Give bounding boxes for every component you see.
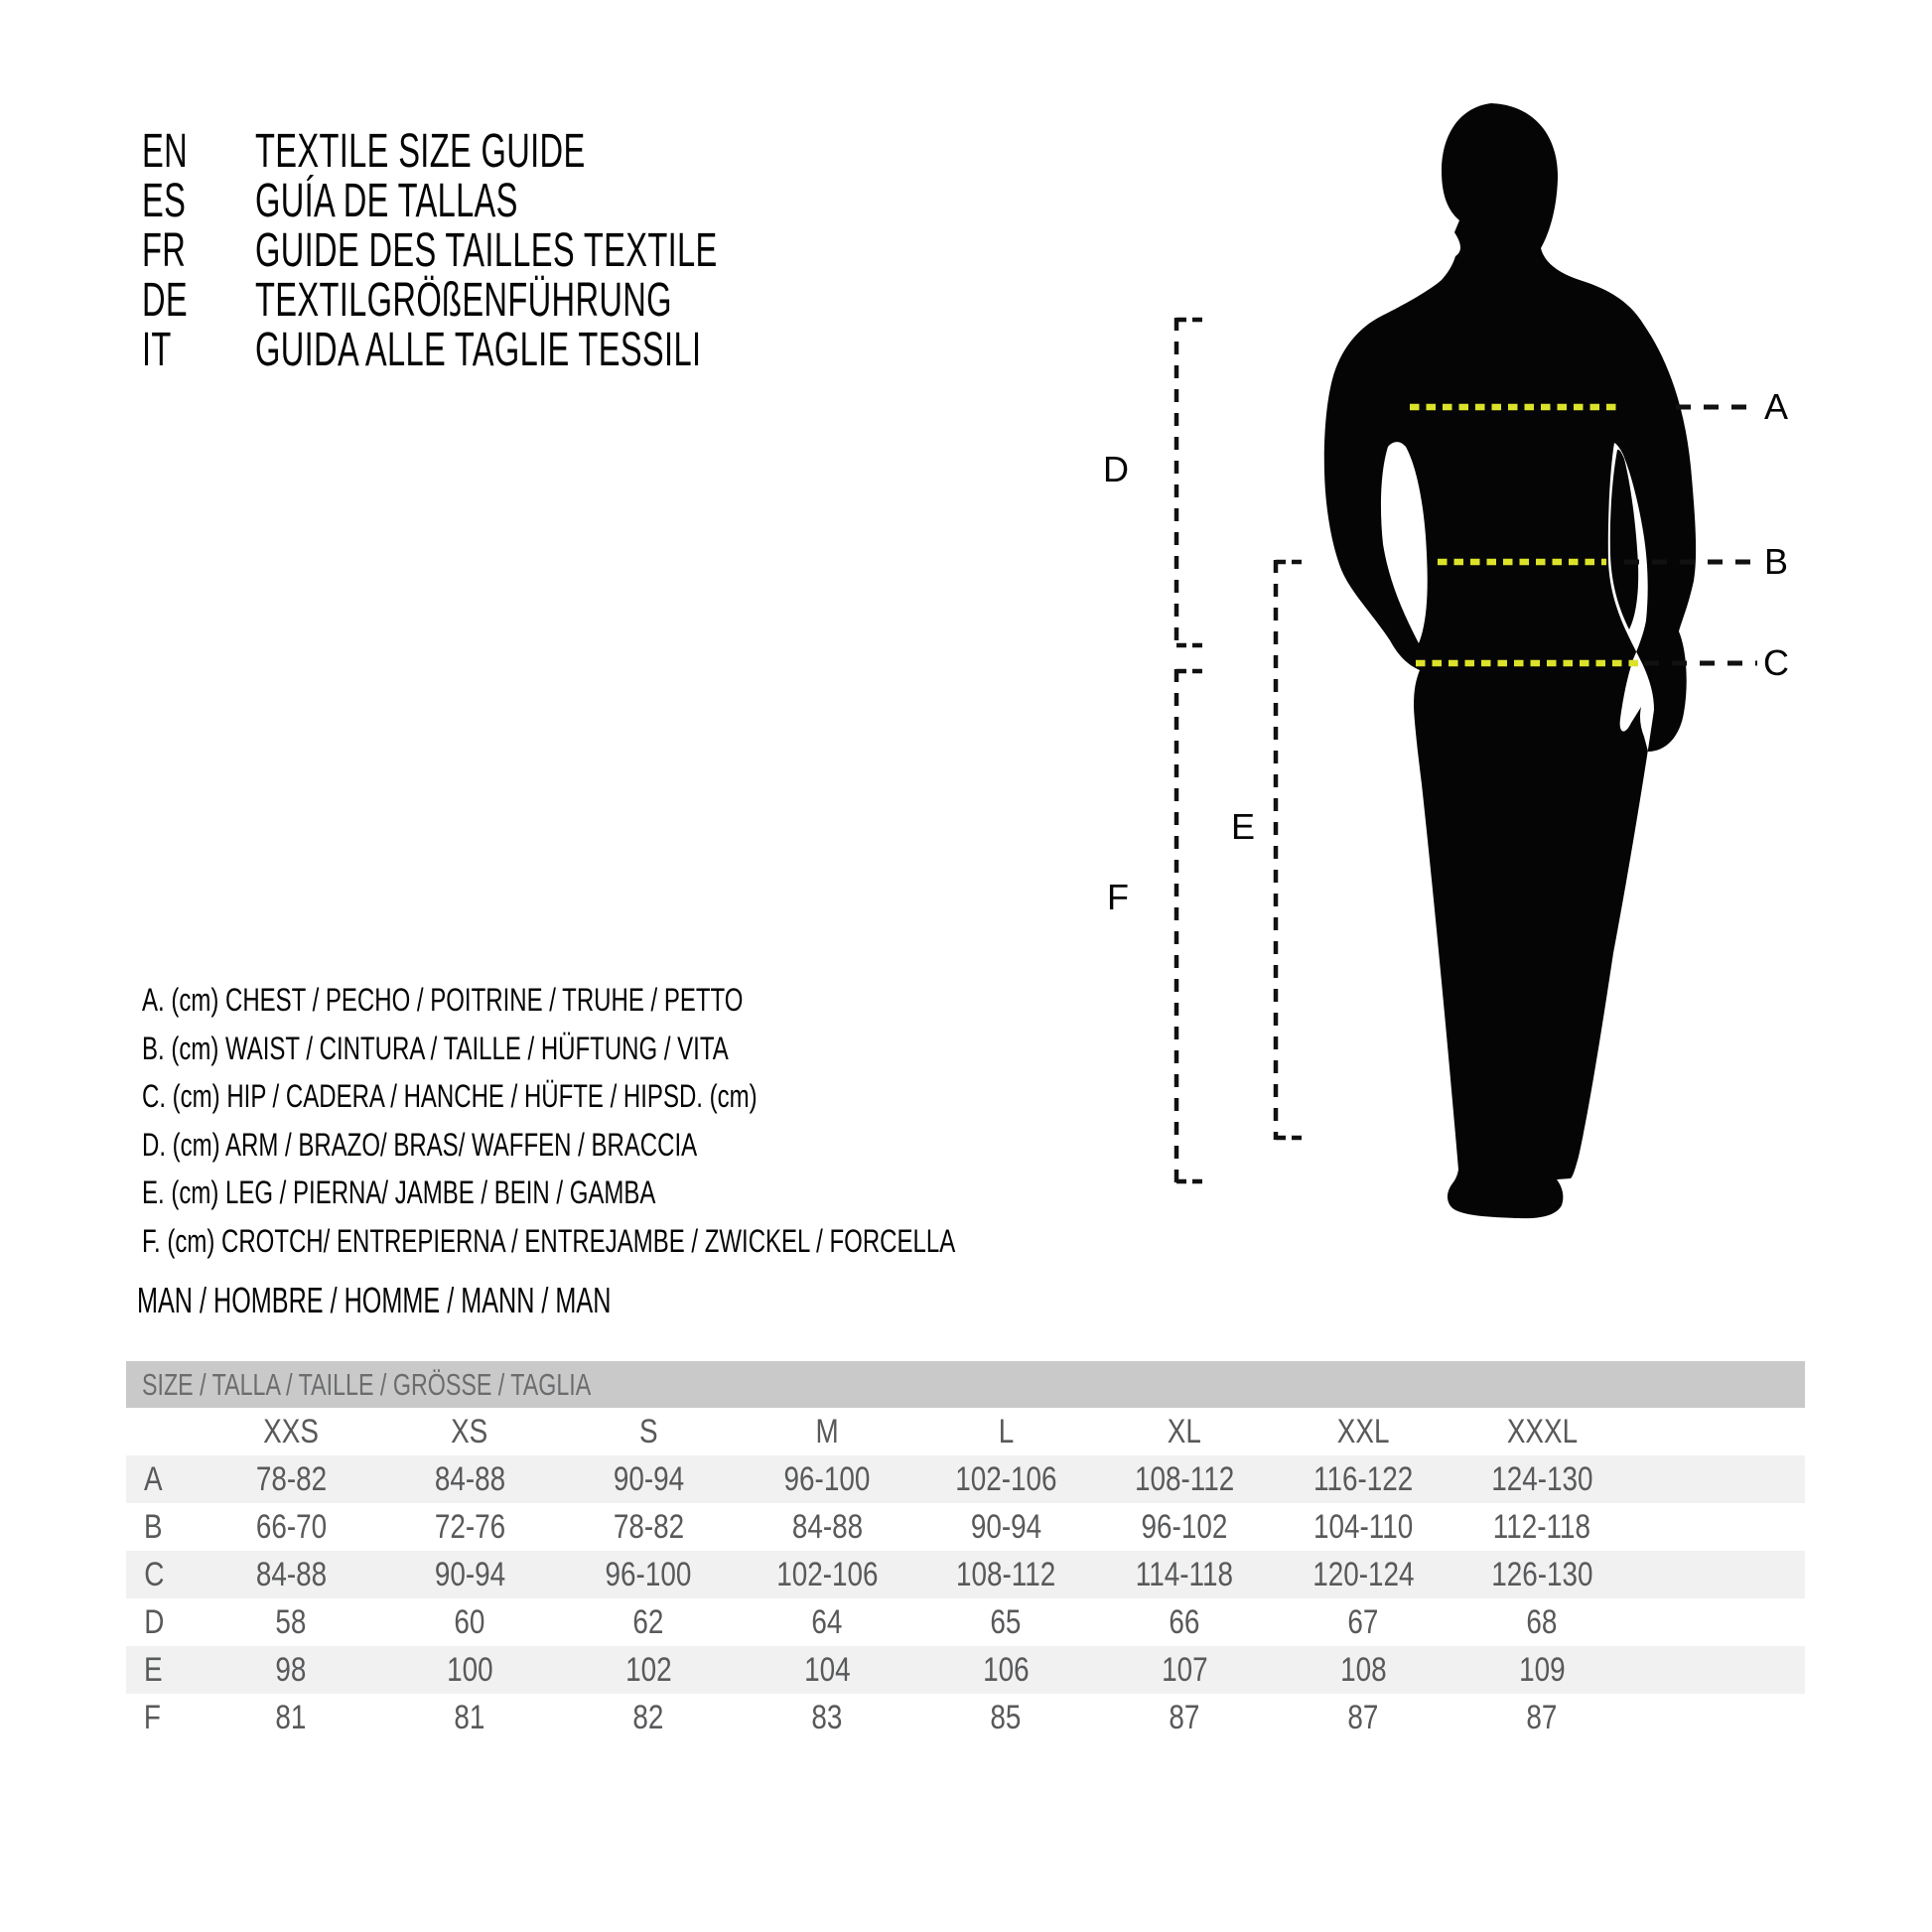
cell-a-xxs: 78-82 (255, 1460, 327, 1498)
marker-crotch-f: F (1107, 877, 1129, 917)
guide-title-en: TEXTILE SIZE GUIDE (255, 125, 586, 178)
marker-waist-b: B (1763, 541, 1788, 582)
cell-a-xs: 84-88 (434, 1460, 505, 1498)
column-s: S (638, 1413, 658, 1450)
row-label-f: F (143, 1699, 161, 1736)
cell-c-l: 108-112 (955, 1556, 1056, 1593)
cell-f-xl: 87 (1169, 1699, 1200, 1736)
cell-d-s: 62 (632, 1603, 664, 1641)
cell-e-xxs: 98 (275, 1651, 307, 1689)
table-row-c (126, 1551, 1805, 1598)
cell-b-xxl: 104-110 (1312, 1508, 1414, 1546)
language-code-es: ES (142, 175, 187, 227)
column-xxl: XXL (1336, 1413, 1390, 1450)
cell-a-xl: 108-112 (1134, 1460, 1235, 1498)
language-code-it: IT (142, 324, 172, 376)
measure-desc-arm: D. (cm) ARM / BRAZO/ BRAS/ WAFFEN / BRACCIA (142, 1127, 698, 1163)
guide-title-de: TEXTILGRÖßENFÜHRUNG (255, 274, 672, 327)
cell-a-m: 96-100 (783, 1460, 871, 1498)
man-silhouette (1324, 103, 1696, 1218)
cell-f-xxl: 87 (1347, 1699, 1379, 1736)
cell-f-m: 83 (811, 1699, 843, 1736)
column-xxxl: XXXL (1506, 1413, 1578, 1450)
measure-desc-leg: E. (cm) LEG / PIERNA/ JAMBE / BEIN / GAMBA (142, 1174, 656, 1210)
marker-leg-e: E (1230, 806, 1255, 847)
table-row-f (126, 1694, 1805, 1741)
cell-e-xl: 107 (1161, 1651, 1208, 1689)
cell-a-s: 90-94 (613, 1460, 684, 1498)
cell-e-xxxl: 109 (1518, 1651, 1566, 1689)
cell-f-xxxl: 87 (1526, 1699, 1558, 1736)
table-row-d (126, 1598, 1805, 1646)
table-row-b (126, 1503, 1805, 1551)
guide-title-fr: GUIDE DES TAILLES TEXTILE (255, 224, 718, 277)
cell-b-xs: 72-76 (434, 1508, 505, 1546)
table-row-e (126, 1646, 1805, 1694)
cell-b-m: 84-88 (791, 1508, 863, 1546)
table-row-a (126, 1455, 1805, 1503)
marker-arm-d: D (1103, 449, 1129, 489)
cell-b-xxxl: 112-118 (1492, 1508, 1591, 1546)
size-columns-row (126, 1408, 1805, 1455)
category-man-line: MAN / HOMBRE / HOMME / MANN / MAN (137, 1280, 612, 1320)
size-table-header-bar (126, 1361, 1805, 1408)
cell-f-l: 85 (990, 1699, 1022, 1736)
cell-e-s: 102 (624, 1651, 672, 1689)
language-code-de: DE (142, 274, 189, 327)
cell-a-xxxl: 124-130 (1490, 1460, 1593, 1498)
marker-hip-c: C (1763, 642, 1789, 683)
column-xl: XL (1167, 1413, 1202, 1450)
cell-f-xs: 81 (454, 1699, 485, 1736)
cell-f-s: 82 (632, 1699, 664, 1736)
cell-c-m: 102-106 (775, 1556, 879, 1593)
cell-d-xxs: 58 (275, 1603, 307, 1641)
language-code-en: EN (142, 125, 189, 178)
column-m: M (815, 1413, 839, 1450)
cell-d-xs: 60 (454, 1603, 485, 1641)
guide-title-es: GUÍA DE TALLAS (255, 175, 518, 227)
row-label-a: A (144, 1460, 163, 1498)
cell-c-xxxl: 126-130 (1490, 1556, 1593, 1593)
cell-d-m: 64 (811, 1603, 843, 1641)
cell-d-xxl: 67 (1347, 1603, 1379, 1641)
measure-desc-crotch: F. (cm) CROTCH/ ENTREPIERNA / ENTREJAMBE / ZWICKEL / FORCELLA (142, 1223, 956, 1259)
marker-chest-a: A (1763, 386, 1788, 427)
row-label-c: C (144, 1556, 165, 1593)
cell-e-m: 104 (803, 1651, 851, 1689)
column-xxs: XXS (263, 1413, 319, 1450)
size-table (126, 1361, 1805, 1741)
row-label-d: D (144, 1603, 165, 1641)
cell-c-xs: 90-94 (434, 1556, 505, 1593)
cell-b-xl: 96-102 (1141, 1508, 1228, 1546)
cell-e-xs: 100 (446, 1651, 493, 1689)
column-xs: XS (451, 1413, 488, 1450)
cell-c-s: 96-100 (605, 1556, 692, 1593)
guide-title-it: GUIDA ALLE TAGLIE TESSILI (255, 324, 702, 376)
cell-e-l: 106 (982, 1651, 1030, 1689)
cell-f-xxs: 81 (275, 1699, 307, 1736)
cell-c-xxl: 120-124 (1311, 1556, 1415, 1593)
measure-desc-chest: A. (cm) CHEST / PECHO / POITRINE / TRUHE / PETTO (142, 982, 744, 1018)
cell-c-xxs: 84-88 (255, 1556, 327, 1593)
cell-d-l: 65 (990, 1603, 1022, 1641)
cell-c-xl: 114-118 (1135, 1556, 1234, 1593)
language-code-fr: FR (142, 224, 187, 277)
size-table-header-label: SIZE / TALLA / TAILLE / GRÖSSE / TAGLIA (142, 1367, 592, 1402)
size-columns-spacer (126, 1408, 202, 1455)
cell-a-xxl: 116-122 (1312, 1460, 1414, 1498)
cell-a-l: 102-106 (954, 1460, 1057, 1498)
cell-b-xxs: 66-70 (255, 1508, 327, 1546)
cell-d-xl: 66 (1169, 1603, 1200, 1641)
cell-b-l: 90-94 (970, 1508, 1041, 1546)
cell-b-s: 78-82 (613, 1508, 684, 1546)
column-l: L (998, 1413, 1014, 1450)
measure-desc-hip: C. (cm) HIP / CADERA / HANCHE / HÜFTE / HIPSD. (cm) (142, 1078, 758, 1114)
cell-d-xxxl: 68 (1526, 1603, 1558, 1641)
measure-desc-waist: B. (cm) WAIST / CINTURA / TAILLE / HÜFTUNG / VITA (142, 1031, 729, 1066)
cell-e-xxl: 108 (1339, 1651, 1387, 1689)
row-label-e: E (144, 1651, 163, 1689)
row-label-b: B (144, 1508, 163, 1546)
